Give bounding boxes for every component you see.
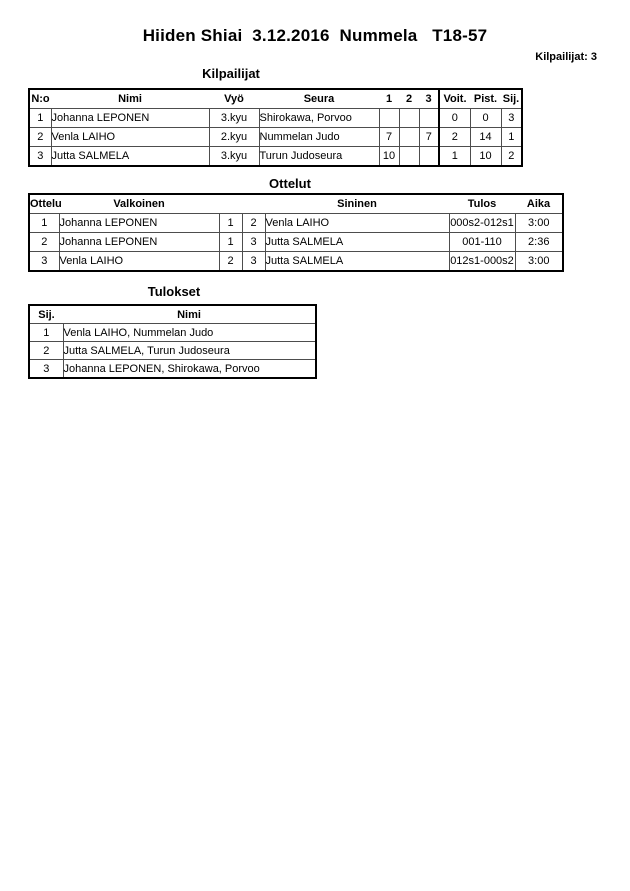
cell: Venla LAIHO bbox=[265, 214, 449, 233]
table-row bbox=[29, 342, 316, 360]
table-row bbox=[29, 147, 522, 167]
matches-table bbox=[28, 193, 564, 272]
cell: 2 bbox=[501, 147, 522, 167]
cell: Johanna LEPONEN, Shirokawa, Porvoo bbox=[63, 360, 316, 379]
col-header-voit: Voit. bbox=[439, 89, 470, 109]
col-header-spacer1 bbox=[219, 194, 242, 214]
cell: 2 bbox=[439, 128, 470, 147]
cell bbox=[399, 147, 419, 167]
cell: 012s1-000s2 bbox=[449, 252, 515, 272]
participants-count: Kilpailijat: 3 bbox=[535, 51, 597, 63]
col-header-spacer2 bbox=[242, 194, 265, 214]
cell: 2 bbox=[29, 128, 51, 147]
cell: Shirokawa, Porvoo bbox=[259, 109, 379, 128]
col-header-seura: Seura bbox=[303, 93, 335, 105]
table-row bbox=[29, 252, 563, 272]
cell: Jutta SALMELA bbox=[265, 233, 449, 252]
table-row bbox=[29, 214, 563, 233]
cell: 3.kyu bbox=[209, 147, 259, 167]
cell: 2 bbox=[29, 342, 63, 360]
cell: Nummelan Judo bbox=[259, 128, 379, 147]
table-header-row bbox=[29, 305, 316, 324]
cell: Johanna LEPONEN bbox=[59, 233, 219, 252]
cell: Johanna LEPONEN bbox=[51, 109, 209, 128]
col-header-round3: 3 bbox=[425, 93, 432, 105]
cell: 2 bbox=[242, 214, 265, 233]
table-row bbox=[29, 360, 316, 379]
results-section-title: Tulokset bbox=[147, 284, 201, 299]
cell: Jutta SALMELA bbox=[265, 252, 449, 272]
cell: 1 bbox=[501, 128, 522, 147]
col-header-round2: 2 bbox=[405, 93, 413, 105]
cell: 3.kyu bbox=[209, 109, 259, 128]
cell: 3 bbox=[29, 360, 63, 379]
cell: 1 bbox=[219, 233, 242, 252]
cell: Venla LAIHO, Nummelan Judo bbox=[63, 324, 316, 342]
cell: 1 bbox=[29, 324, 63, 342]
col-header-nimi: Nimi bbox=[177, 308, 201, 321]
cell bbox=[419, 147, 439, 167]
col-header-sij: Sij. bbox=[502, 93, 520, 105]
cell: Jutta SALMELA bbox=[51, 147, 209, 167]
cell: 2 bbox=[219, 252, 242, 272]
cell: 3:00 bbox=[515, 252, 563, 272]
table-row bbox=[29, 128, 522, 147]
col-header-vyo: Vyö bbox=[224, 93, 244, 105]
col-header-valkoinen: Valkoinen bbox=[113, 198, 165, 210]
cell: 3 bbox=[242, 233, 265, 252]
col-header-sininen: Sininen bbox=[337, 198, 377, 210]
cell: 3 bbox=[501, 109, 522, 128]
results-table bbox=[28, 304, 317, 379]
cell: Venla LAIHO bbox=[51, 128, 209, 147]
cell: 1 bbox=[219, 214, 242, 233]
cell: Jutta SALMELA, Turun Judoseura bbox=[63, 342, 316, 360]
col-header-ottelu: Ottelu bbox=[30, 198, 62, 210]
col-header-pist: Pist. bbox=[473, 93, 498, 105]
competitors-table bbox=[28, 88, 523, 167]
cell: 7 bbox=[419, 128, 439, 147]
cell: 2.kyu bbox=[209, 128, 259, 147]
table-header-row bbox=[29, 194, 563, 214]
cell: 3 bbox=[242, 252, 265, 272]
cell: 001-110 bbox=[449, 233, 515, 252]
cell: 10 bbox=[470, 147, 501, 167]
matches-section-title: Ottelut bbox=[269, 176, 311, 191]
cell: 10 bbox=[379, 147, 399, 167]
competitors-section-title: Kilpailijat bbox=[202, 66, 260, 81]
cell: 3 bbox=[29, 252, 59, 272]
cell: 1 bbox=[439, 147, 470, 167]
cell bbox=[379, 109, 399, 128]
cell: 0 bbox=[439, 109, 470, 128]
table-row bbox=[29, 233, 563, 252]
cell: 14 bbox=[470, 128, 501, 147]
col-header-tulos: Tulos bbox=[467, 198, 497, 210]
cell: Johanna LEPONEN bbox=[59, 214, 219, 233]
table-row bbox=[29, 109, 522, 128]
cell: 000s2-012s1 bbox=[449, 214, 515, 233]
col-header-no: N:o bbox=[31, 93, 50, 105]
cell bbox=[399, 128, 419, 147]
cell: Venla LAIHO bbox=[59, 252, 219, 272]
col-header-nimi: Nimi bbox=[118, 93, 142, 105]
cell bbox=[399, 109, 419, 128]
cell: 0 bbox=[470, 109, 501, 128]
cell: 3 bbox=[29, 147, 51, 167]
col-header-sij: Sij. bbox=[38, 308, 55, 321]
page-title: Hiiden Shiai 3.12.2016 Nummela T18-57 bbox=[142, 26, 488, 45]
cell bbox=[419, 109, 439, 128]
table-row bbox=[29, 324, 316, 342]
col-header-round1: 1 bbox=[385, 93, 393, 105]
cell: 1 bbox=[29, 214, 59, 233]
cell: 1 bbox=[29, 109, 51, 128]
cell: 3:00 bbox=[515, 214, 563, 233]
cell: Turun Judoseura bbox=[259, 147, 379, 167]
cell: 2 bbox=[29, 233, 59, 252]
cell: 7 bbox=[379, 128, 399, 147]
table-header-row bbox=[29, 89, 522, 109]
cell: 2:36 bbox=[515, 233, 563, 252]
col-header-aika: Aika bbox=[526, 198, 551, 210]
